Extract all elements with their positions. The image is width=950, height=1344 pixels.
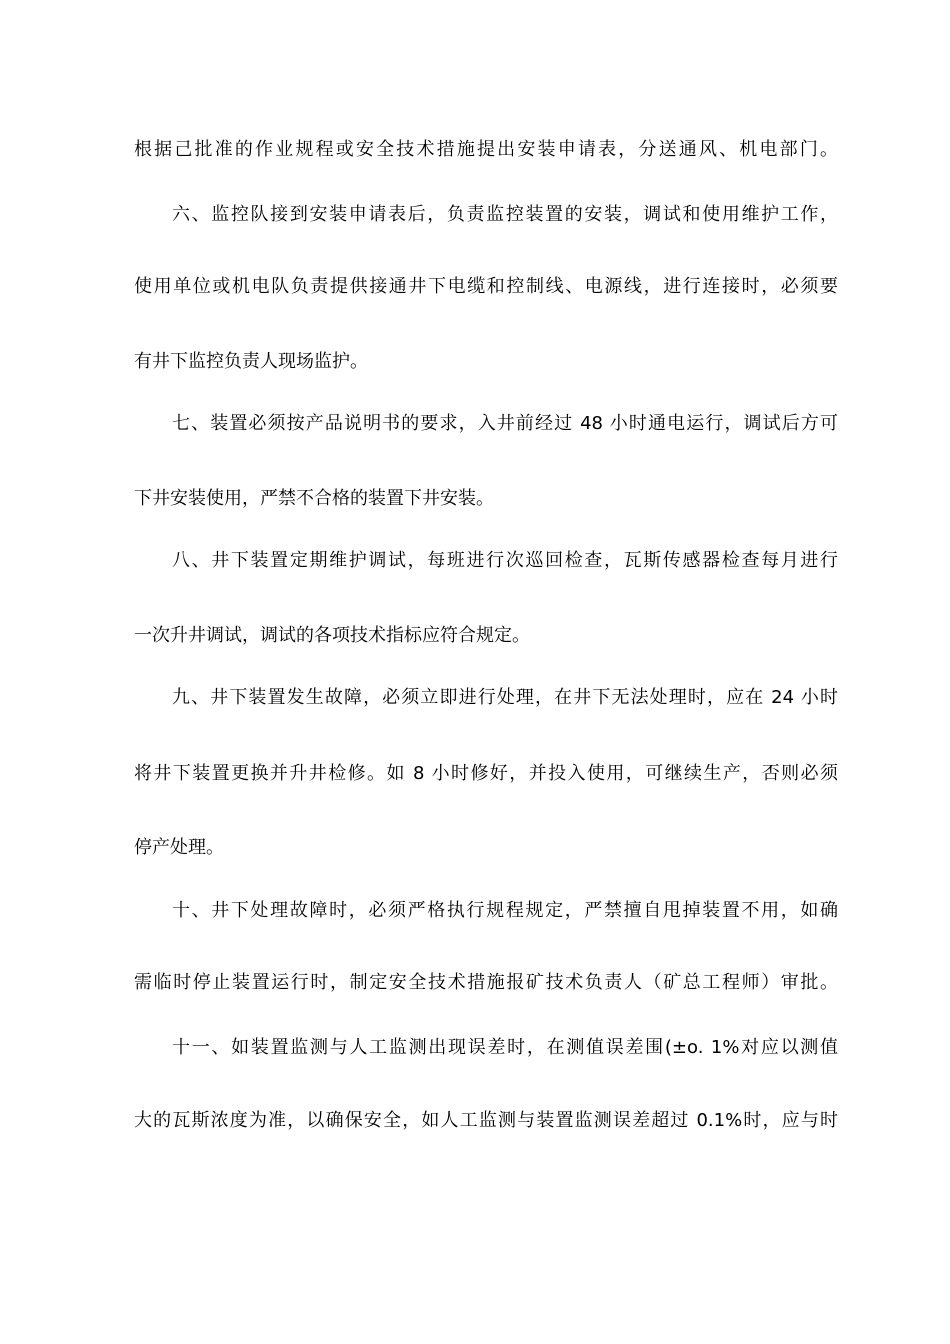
text-line-15: 大的瓦斯浓度为准，以确保安全，如人工监测与装置监测误差超过 0.1%时，应与时 <box>134 1110 838 1131</box>
text-line-11: 停产处理。 <box>134 837 224 858</box>
text-line-8: 一次升井调试，调试的各项技术指标应符合规定。 <box>134 625 530 646</box>
text-line-4: 有井下监控负责人现场监护。 <box>134 351 368 372</box>
text-line-2: 六、监控队接到安装申请表后，负责监控装置的安装，调试和使用维护工作， <box>172 204 838 225</box>
text-line-3: 使用单位或机电队负责提供接通井下电缆和控制线、电源线，进行连接时，必须要 <box>134 276 838 297</box>
text-line-9: 九、井下装置发生故障，必须立即进行处理，在井下无法处理时，应在 24 小时 <box>172 687 838 708</box>
text-line-10: 将井下装置更换并升井检修。如 8 小时修好，并投入使用，可继续生产，否则必须 <box>134 763 838 784</box>
text-line-1: 根据己批准的作业规程或安全技术措施提出安装申请表，分送通风、机电部门。 <box>134 139 838 160</box>
text-line-6: 下井安装使用，严禁不合格的装置下井安装。 <box>134 488 494 509</box>
text-line-12: 十、井下处理故障时，必须严格执行规程规定，严禁擅自甩掉装置不用，如确 <box>172 900 838 921</box>
text-line-7: 八、井下装置定期维护调试，每班进行次巡回检查，瓦斯传感器检查每月进行 <box>172 550 838 571</box>
text-line-5: 七、装置必须按产品说明书的要求，入井前经过 48 小时通电运行，调试后方可 <box>172 413 838 434</box>
text-line-13: 需临时停止装置运行时，制定安全技术措施报矿技术负责人（矿总工程师）审批。 <box>134 972 838 993</box>
text-line-14: 十一、如装置监测与人工监测出现误差时，在测值误差围(±o. 1%对应以测值 <box>172 1037 838 1058</box>
